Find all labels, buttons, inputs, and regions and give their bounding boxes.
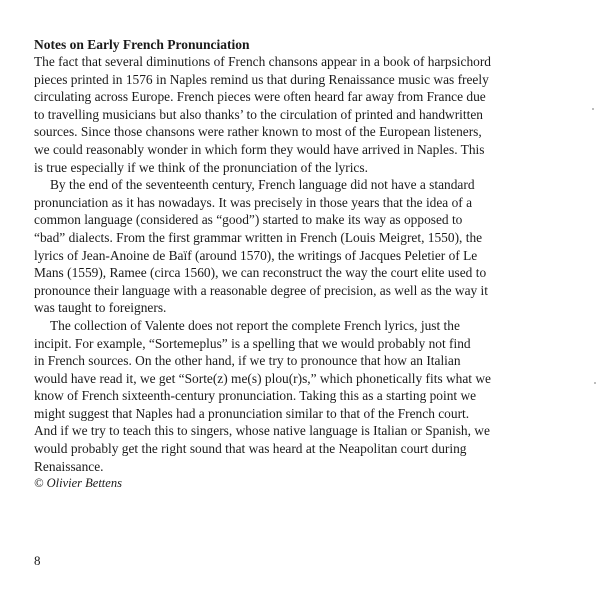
text-line: sources. Since those chansons were rather known to most of the European listeners, bbox=[34, 124, 482, 140]
author-credit: © Olivier Bettens bbox=[34, 476, 122, 491]
text-line: to travelling musicians but also thanks’ to the circulation of printed and handwritten bbox=[34, 106, 483, 122]
text-line: in French sources. On the other hand, if we try to pronounce that how an Italian bbox=[34, 353, 461, 369]
text-line: would probably get the right sound that was heard at the Neapolitan court during bbox=[34, 441, 467, 457]
text-line: might suggest that Naples had a pronunciation similar to that of the French court. bbox=[34, 405, 470, 421]
text-line: is true especially if we think of the pronunciation of the lyrics. bbox=[34, 159, 368, 175]
text-line: was taught to foreigners. bbox=[34, 300, 167, 316]
text-line: “bad” dialects. From the first grammar written in French (Louis Meigret, 1550), the bbox=[34, 229, 483, 245]
document-page bbox=[34, 36, 582, 492]
text-line: Mans (1559), Ramee (circa 1560), we can reconstruct the way the court elite used to bbox=[34, 265, 487, 281]
text-line: lyrics of Jean-Anoine de Baïf (around 1570), the writings of Jacques Peletier of Le bbox=[34, 247, 478, 263]
text-line: common language (considered as “good”) started to make its way as opposed to bbox=[34, 212, 463, 228]
paragraph-3 bbox=[34, 317, 582, 475]
text-line: The fact that several diminutions of French chansons appear in a book of harpsichord bbox=[34, 54, 492, 69]
text-line: By the end of the seventeenth century, French language did not have a standard bbox=[50, 177, 475, 193]
text-line: pronunciation as it has nowadays. It was precisely in those years that the idea of a bbox=[34, 194, 473, 210]
text-line: pronounce their language with a reasonable degree of precision, as well as the way it bbox=[34, 282, 488, 298]
section-heading: Notes on Early French Pronunciation bbox=[34, 37, 250, 52]
text-line: circulating across Europe. French pieces were often heard far away from France due bbox=[34, 89, 486, 105]
paragraph-2 bbox=[34, 176, 582, 317]
page-number: 8 bbox=[34, 553, 41, 568]
text-line: pieces printed in 1576 in Naples remind us that during Renaissance music was freely bbox=[34, 71, 489, 87]
text-line: The collection of Valente does not report the complete French lyrics, just the bbox=[50, 317, 460, 333]
scan-speck bbox=[592, 108, 594, 110]
scan-speck bbox=[594, 382, 596, 384]
text-line: incipit. For example, “Sortemeplus” is a spelling that we would probably not find bbox=[34, 335, 471, 351]
text-line: Renaissance. bbox=[34, 458, 104, 474]
paragraph-1 bbox=[34, 53, 582, 176]
text-line: we could reasonably wonder in which form they would have arrived in Naples. This bbox=[34, 141, 485, 157]
text-line: would have read it, we get “Sorte(z) me(s) plou(r)s,” which phonetically fits what we bbox=[34, 370, 491, 386]
text-line: And if we try to teach this to singers, whose native language is Italian or Spanish, we bbox=[34, 423, 490, 439]
text-line: know of French sixteenth-century pronunciation. Taking this as a starting point we bbox=[34, 388, 477, 404]
